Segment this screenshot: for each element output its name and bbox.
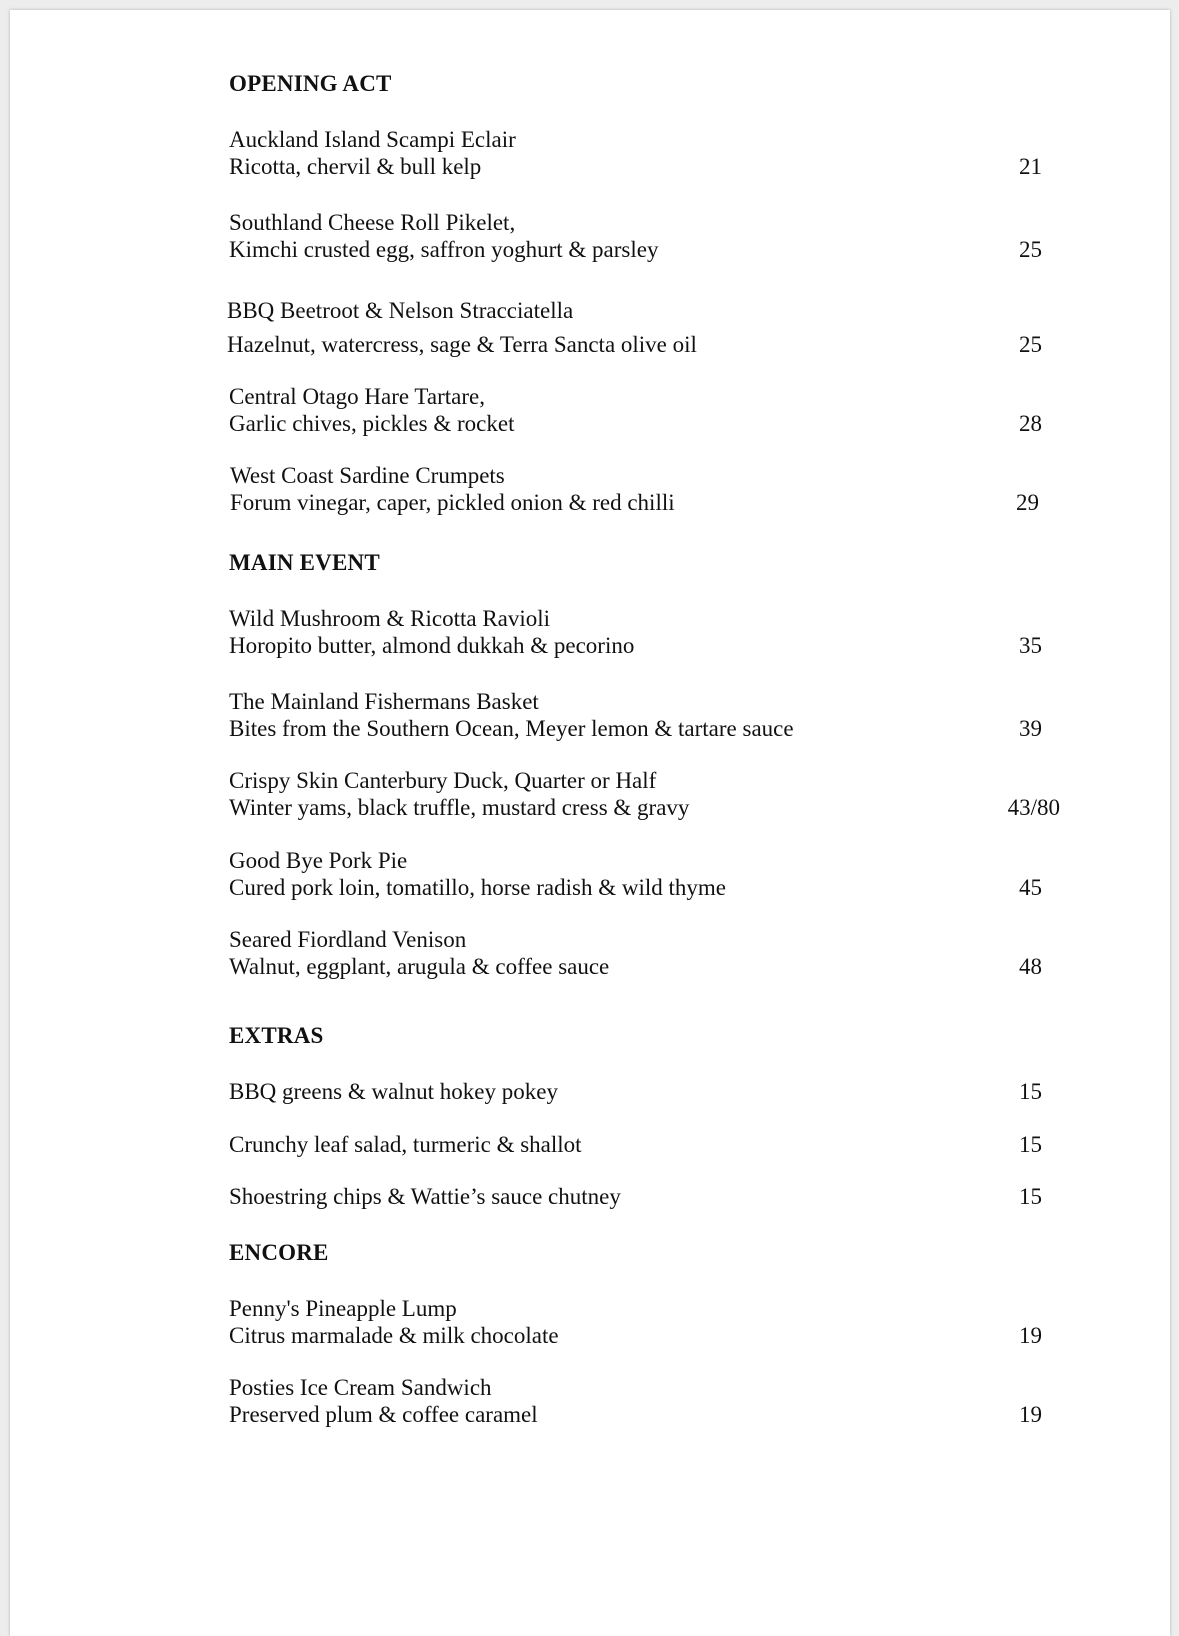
dish-price: 48 xyxy=(1019,954,1042,979)
dish-name: Auckland Island Scampi Eclair xyxy=(229,127,516,152)
menu-page xyxy=(10,10,1170,1636)
dish-name: West Coast Sardine Crumpets xyxy=(230,463,505,488)
dish-name: The Mainland Fishermans Basket xyxy=(229,689,539,714)
dish-price: 21 xyxy=(1019,154,1042,179)
dish-name: BBQ greens & walnut hokey pokey xyxy=(229,1079,558,1104)
dish-price: 25 xyxy=(1019,332,1042,357)
dish-description: Forum vinegar, caper, pickled onion & red chilli xyxy=(230,490,675,515)
dish-name: Shoestring chips & Wattie’s sauce chutney xyxy=(229,1184,621,1209)
dish-price: 19 xyxy=(1019,1402,1042,1427)
section-heading-opening-act: OPENING ACT xyxy=(229,71,392,96)
dish-name: Seared Fiordland Venison xyxy=(229,927,467,952)
dish-description: Kimchi crusted egg, saffron yoghurt & parsley xyxy=(229,237,659,262)
section-heading-encore: ENCORE xyxy=(229,1240,329,1265)
dish-description: Horopito butter, almond dukkah & pecorino xyxy=(229,633,635,658)
section-heading-main-event: MAIN EVENT xyxy=(229,550,380,575)
dish-description: Bites from the Southern Ocean, Meyer lemon & tartare sauce xyxy=(229,716,794,741)
dish-price: 35 xyxy=(1019,633,1042,658)
dish-name: Crunchy leaf salad, turmeric & shallot xyxy=(229,1132,582,1157)
dish-price: 25 xyxy=(1019,237,1042,262)
dish-price: 28 xyxy=(1019,411,1042,436)
dish-description: Garlic chives, pickles & rocket xyxy=(229,411,515,436)
dish-name: Crispy Skin Canterbury Duck, Quarter or Half xyxy=(229,768,657,793)
dish-description: Walnut, eggplant, arugula & coffee sauce xyxy=(229,954,610,979)
dish-description: Hazelnut, watercress, sage & Terra Sancta olive oil xyxy=(227,332,697,357)
section-heading-extras: EXTRAS xyxy=(229,1023,324,1048)
dish-price: 39 xyxy=(1019,716,1042,741)
dish-price: 29 xyxy=(1016,490,1039,515)
dish-price: 15 xyxy=(1019,1132,1042,1157)
dish-price: 45 xyxy=(1019,875,1042,900)
dish-description: Winter yams, black truffle, mustard cress & gravy xyxy=(229,795,690,820)
dish-description: Citrus marmalade & milk chocolate xyxy=(229,1323,559,1348)
dish-name: Central Otago Hare Tartare, xyxy=(229,384,485,409)
dish-name: Southland Cheese Roll Pikelet, xyxy=(229,210,516,235)
dish-name: Posties Ice Cream Sandwich xyxy=(229,1375,492,1400)
dish-price: 43/80 xyxy=(1007,795,1060,820)
dish-description: Ricotta, chervil & bull kelp xyxy=(229,154,482,179)
dish-description: Preserved plum & coffee caramel xyxy=(229,1402,538,1427)
dish-price: 15 xyxy=(1019,1079,1042,1104)
dish-name: Good Bye Pork Pie xyxy=(229,848,408,873)
dish-description: Cured pork loin, tomatillo, horse radish & wild thyme xyxy=(229,875,726,900)
dish-price: 19 xyxy=(1019,1323,1042,1348)
dish-price: 15 xyxy=(1019,1184,1042,1209)
dish-name: Wild Mushroom & Ricotta Ravioli xyxy=(229,606,551,631)
dish-name: BBQ Beetroot & Nelson Stracciatella xyxy=(227,298,574,323)
dish-name: Penny's Pineapple Lump xyxy=(229,1296,457,1321)
